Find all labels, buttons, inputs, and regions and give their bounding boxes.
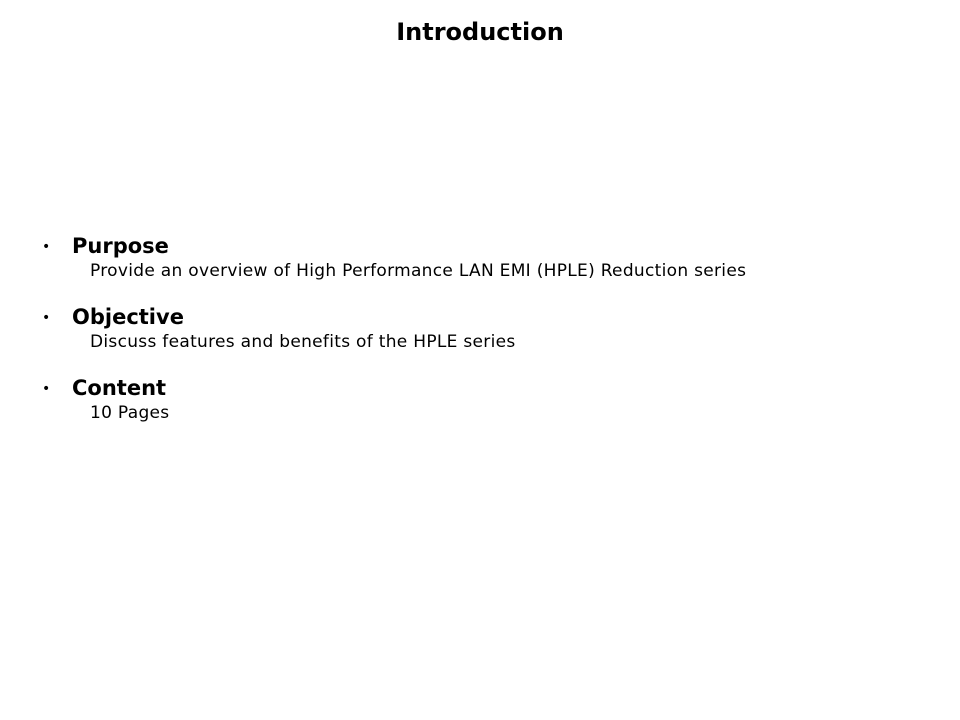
bullet-detail: Provide an overview of High Performance LAN EMI (HPLE) Reduction series [90, 261, 747, 281]
bullet-dot-icon: • [42, 381, 51, 397]
bullet-heading: Content [72, 376, 167, 400]
bullet-heading: Objective [72, 305, 184, 329]
bullet-heading: Purpose [72, 234, 169, 258]
bullet-detail: Discuss features and benefits of the HPLE series [90, 332, 516, 352]
bullet-item-objective [42, 303, 942, 353]
bullet-dot-icon: • [42, 310, 51, 326]
bullet-dot-icon: • [42, 239, 51, 255]
bullet-item-content [42, 374, 942, 424]
bullet-item-purpose [42, 232, 942, 282]
bullet-list [42, 232, 942, 445]
slide-title: Introduction [396, 18, 564, 46]
bullet-detail: 10 Pages [90, 403, 170, 423]
